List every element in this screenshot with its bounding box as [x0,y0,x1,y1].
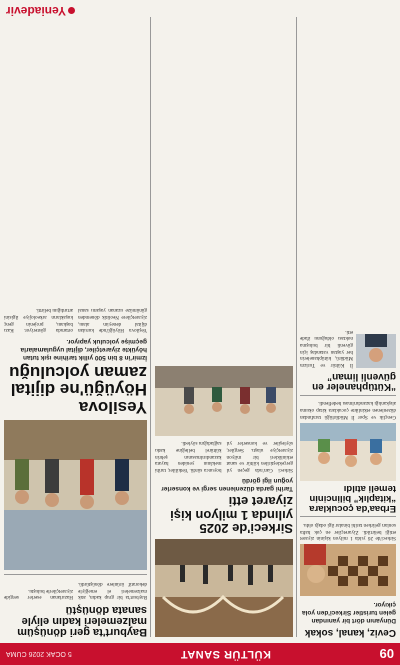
headline-kutuphane: “Kütüphaneler en güvenli liman” [312,371,396,393]
deck-ceviz: Dünyanın dört bir yanından gelen turistler Sirkeci'den yola çıkıyor. [301,600,396,624]
body-erbaa: Gençlik ve Spor İl Müdürlüğü tarafından düzenlenen etkinlikte çocuklara kitap okuma alışkanlığı kazandırılması hedeflendi. [300,400,396,420]
right-column [4,307,147,637]
photo-portrait [356,334,396,368]
issue-date: 5 OCAK 2026 CUMA [6,650,72,658]
photo-chess [300,544,396,596]
divider [300,395,396,396]
photo-children [300,423,396,481]
masthead [0,643,400,665]
headline-yesilova: Yesilova Höyüğü'ne dijital zaman yolculuğu [9,363,147,417]
logo-mark-icon [68,7,75,14]
publication-logo: Yeniadevir [6,4,75,18]
photo-visitors [155,366,293,436]
body-yesilova: Yeşilova Höyüğü'nde kurulan dijital deneyim alanı, ziyaretçilere Neolitik dönemden günümüze uzanan yaşamı sanal ortamda gösteriyor. Kazı başkanı, projenin genç kuşakların arkeolojiye ilgisini artırdığını belirtti. [4,307,147,334]
section-title: KÜLTÜR SANAT [180,648,271,660]
divider [4,575,147,576]
left-column [300,328,396,637]
headline-sirkeci: Sirkeci'de 2025 yılında 1 milyon kişi ziyaret etti [170,494,293,536]
body-bayburt: Bayburt'ta bir grup kadın, atık malzemeleri el emeğiyle dekoratif ürünlere dönüştürdü. Hazırlanan eserler sergide ziyaretçilerle buluştu. [4,581,147,601]
body-sirkeci: Sirkeci Garı'nda geçen yıl gerçekleştirilen kültür ve sanat etkinlikleri bir milyon ziyaretçiye ulaştı. Sergiler, söyleşiler ve konserler yıl boyunca sürdü. Yetkililer, tarihi mekânın yeniden hayata kazandırılmasının şehrin kültürel belleğine katkı sağladığını söyledi. [155,440,293,473]
body-kutuphane: İl Kültür ve Turizm Müdürü, kütüphanelerin her yaştan vatandaş için güvenli bir buluşma noktası olduğunu ifade etti. [300,328,353,368]
headline-bayburt: Bayburt'ta geri dönüşüm malzemeleri kadın eliyle sanata dönüştü [17,603,147,638]
photo-station-hall [155,539,293,637]
page-number: 09 [379,646,394,662]
headline-erbaa: Erbaa'da çocuklara “kitaplık” bilincinin temeli atıldı [309,483,396,514]
deck-sirkeci: Tarihi garda düzenlenen sergi ve konserler yoğun ilgi gördü [161,477,293,493]
middle-column [155,366,293,637]
body-ceviz: Sirkeci'de 26 yılda 1 milyon kişinin ziyaret ettiği belirtildi. Ziyaretçiler en çok hafta sonları gelirken tarihi binalar ilgi odağı oldu. [300,522,396,542]
divider [300,517,396,518]
column-rule [296,17,297,637]
deck-yesilova: İzmir'in 8 bin 500 yıllık tarihine ışık tutan höyükte ziyaretçiler, dijital uygulamalarla geçmişe yolculuk yapıyor. [20,337,147,361]
headline-ceviz: Ceviz, kanal, sokak [304,627,396,638]
column-rule [150,17,151,637]
photo-mound-visitors [4,420,147,570]
